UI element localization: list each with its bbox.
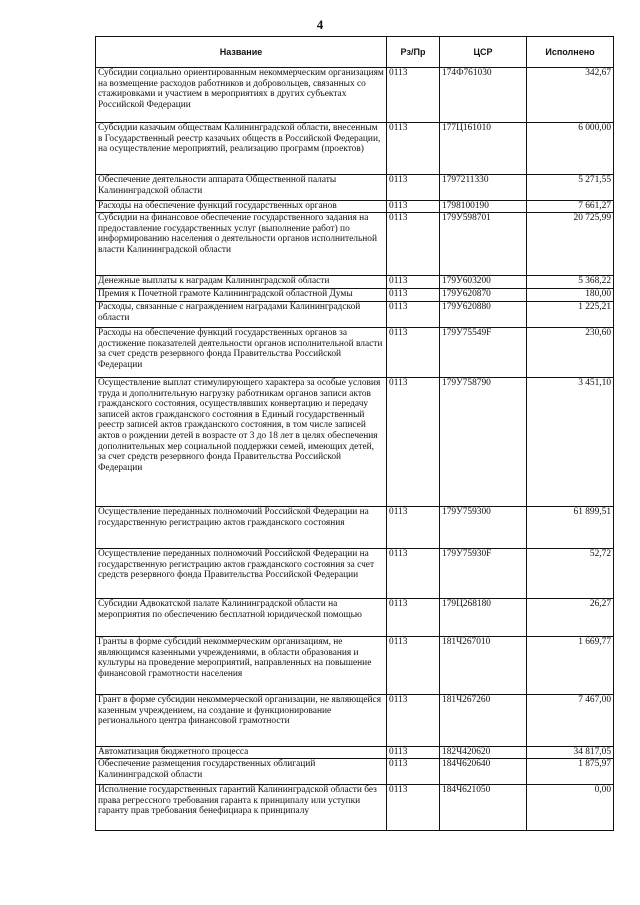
row-rz: 0113 — [387, 507, 440, 549]
header-executed: Исполнено — [527, 37, 614, 68]
row-sum: 7 661,27 — [527, 201, 614, 213]
row-csr: 182Ч420620 — [440, 747, 527, 759]
row-rz: 0113 — [387, 759, 440, 785]
table-row — [96, 276, 614, 289]
table-row — [96, 68, 614, 123]
header-name: Название — [96, 37, 387, 68]
row-name: Премия к Почетной грамоте Калининградской областной Думы — [96, 289, 387, 302]
row-rz: 0113 — [387, 785, 440, 831]
row-name: Осуществление переданных полномочий Российской Федерации на государственную регистрацию актов гражданского состояния — [96, 507, 387, 549]
row-sum: 1 875,97 — [527, 759, 614, 785]
row-name: Автоматизация бюджетного процесса — [96, 747, 387, 759]
row-csr: 181Ч267260 — [440, 695, 527, 747]
table-row — [96, 599, 614, 637]
table-row — [96, 328, 614, 378]
header-csr: ЦСР — [440, 37, 527, 68]
row-rz: 0113 — [387, 637, 440, 695]
row-csr: 184Ч620640 — [440, 759, 527, 785]
row-name: Обеспечение размещения государственных облигаций Калининградской области — [96, 759, 387, 785]
table-row — [96, 289, 614, 302]
row-name: Субсидии социально ориентированным некоммерческим организациям на возмещение расходов работников и добровольцев, связанных со стажировками и участием в мероприятиях в других субъектах Российской Федерации — [96, 68, 387, 123]
row-rz: 0113 — [387, 201, 440, 213]
table-row — [96, 175, 614, 201]
row-name: Исполнение государственных гарантий Калининградской области без права регрессного требования гаранта к принципалу или уступки гаранту прав требования бенефициара к принципалу — [96, 785, 387, 831]
row-sum: 3 451,10 — [527, 378, 614, 507]
header-rz: Рз/Пр — [387, 37, 440, 68]
table-body — [96, 68, 614, 831]
page-number: 4 — [316, 17, 324, 32]
row-name: Обеспечение деятельности аппарата Общественной палаты Калининградской области — [96, 175, 387, 201]
row-sum: 1 669,77 — [527, 637, 614, 695]
table-row — [96, 637, 614, 695]
row-sum: 20 725,99 — [527, 213, 614, 276]
table-row — [96, 507, 614, 549]
row-sum: 230,60 — [527, 328, 614, 378]
table-row — [96, 747, 614, 759]
table-row — [96, 302, 614, 328]
row-sum: 26,27 — [527, 599, 614, 637]
row-sum: 342,67 — [527, 68, 614, 123]
row-name: Расходы на обеспечение функций государственных органов — [96, 201, 387, 213]
row-sum: 6 000,00 — [527, 123, 614, 175]
row-csr: 1797211330 — [440, 175, 527, 201]
row-csr: 179У598701 — [440, 213, 527, 276]
table-row — [96, 378, 614, 507]
row-name: Расходы, связанные с награждением наградами Калининградской области — [96, 302, 387, 328]
row-sum: 61 899,51 — [527, 507, 614, 549]
row-name: Субсидии Адвокатской палате Калининградской области на мероприятия по обеспечению бесплатной юридической помощью — [96, 599, 387, 637]
row-name: Грант в форме субсидии некоммерческой организации, не являющейся казенным учреждением, на создание и функционирование регионального центра финансовой грамотности — [96, 695, 387, 747]
budget-execution-table — [95, 36, 614, 831]
table-row — [96, 213, 614, 276]
row-csr: 179У620870 — [440, 289, 527, 302]
row-sum: 5 271,55 — [527, 175, 614, 201]
row-sum: 34 817,05 — [527, 747, 614, 759]
row-rz: 0113 — [387, 549, 440, 599]
row-csr: 184Ч621050 — [440, 785, 527, 831]
row-csr: 179У759300 — [440, 507, 527, 549]
row-csr: 179У75930F — [440, 549, 527, 599]
table-row — [96, 201, 614, 213]
row-csr: 179Ц268180 — [440, 599, 527, 637]
row-rz: 0113 — [387, 328, 440, 378]
row-name: Субсидии на финансовое обеспечение государственного задания на предоставление государственных услуг (выполнение работ) по информированию населения о деятельности органов исполнительной власти Калининградской области — [96, 213, 387, 276]
row-sum: 0,00 — [527, 785, 614, 831]
row-name: Денежные выплаты к наградам Калининградской области — [96, 276, 387, 289]
row-csr: 179У758790 — [440, 378, 527, 507]
table-row — [96, 759, 614, 785]
row-csr: 179У620880 — [440, 302, 527, 328]
row-csr: 177Ц161010 — [440, 123, 527, 175]
row-csr: 174Ф761030 — [440, 68, 527, 123]
table-row — [96, 785, 614, 831]
row-csr: 179У75549F — [440, 328, 527, 378]
row-sum: 180,00 — [527, 289, 614, 302]
row-rz: 0113 — [387, 175, 440, 201]
row-rz: 0113 — [387, 302, 440, 328]
row-rz: 0113 — [387, 68, 440, 123]
row-rz: 0113 — [387, 123, 440, 175]
table-row — [96, 123, 614, 175]
row-name: Осуществление переданных полномочий Российской Федерации на государственную регистрацию актов гражданского состояния за счет средств резервного фонда Правительства Российской Федерации — [96, 549, 387, 599]
row-name: Осуществление выплат стимулирующего характера за особые условия труда и дополнительную нагрузку работникам органов записи актов гражданского состояния, осуществлявших конвертацию и передачу записей актов гражданского состояния в Единый государственный реестр записей актов гражданского состояния, в том числе записей актов о рождении детей в возрасте от 3 до 18 лет в целях обеспечения дополнительных мер социальной поддержки семей, имеющих детей, за счет средств резервного фонда Правительства Российской Федерации — [96, 378, 387, 507]
row-rz: 0113 — [387, 599, 440, 637]
row-name: Гранты в форме субсидий некоммерческим организациям, не являющимся казенными учреждениями, в области образования и культуры на проведение мероприятий, направленных на повышение финансовой грамотности населения — [96, 637, 387, 695]
row-rz: 0113 — [387, 695, 440, 747]
row-name: Субсидии казачьим обществам Калининградской области, внесенным в Государственный реестр казачьих обществ в Российской Федерации, на осуществление мероприятий, реализацию программ (проектов) — [96, 123, 387, 175]
row-name: Расходы на обеспечение функций государственных органов за достижение показателей деятельности органов исполнительной власти за счет средств резервного фонда Правительства Российской Федерации — [96, 328, 387, 378]
row-rz: 0113 — [387, 213, 440, 276]
row-csr: 179У603200 — [440, 276, 527, 289]
row-rz: 0113 — [387, 378, 440, 507]
row-csr: 181Ч267010 — [440, 637, 527, 695]
row-sum: 5 368,22 — [527, 276, 614, 289]
row-sum: 52,72 — [527, 549, 614, 599]
row-sum: 1 225,21 — [527, 302, 614, 328]
row-sum: 7 467,00 — [527, 695, 614, 747]
table-row — [96, 549, 614, 599]
row-rz: 0113 — [387, 276, 440, 289]
row-rz: 0113 — [387, 289, 440, 302]
row-rz: 0113 — [387, 747, 440, 759]
table-header-row — [96, 37, 614, 68]
row-csr: 1798100190 — [440, 201, 527, 213]
table-row — [96, 695, 614, 747]
